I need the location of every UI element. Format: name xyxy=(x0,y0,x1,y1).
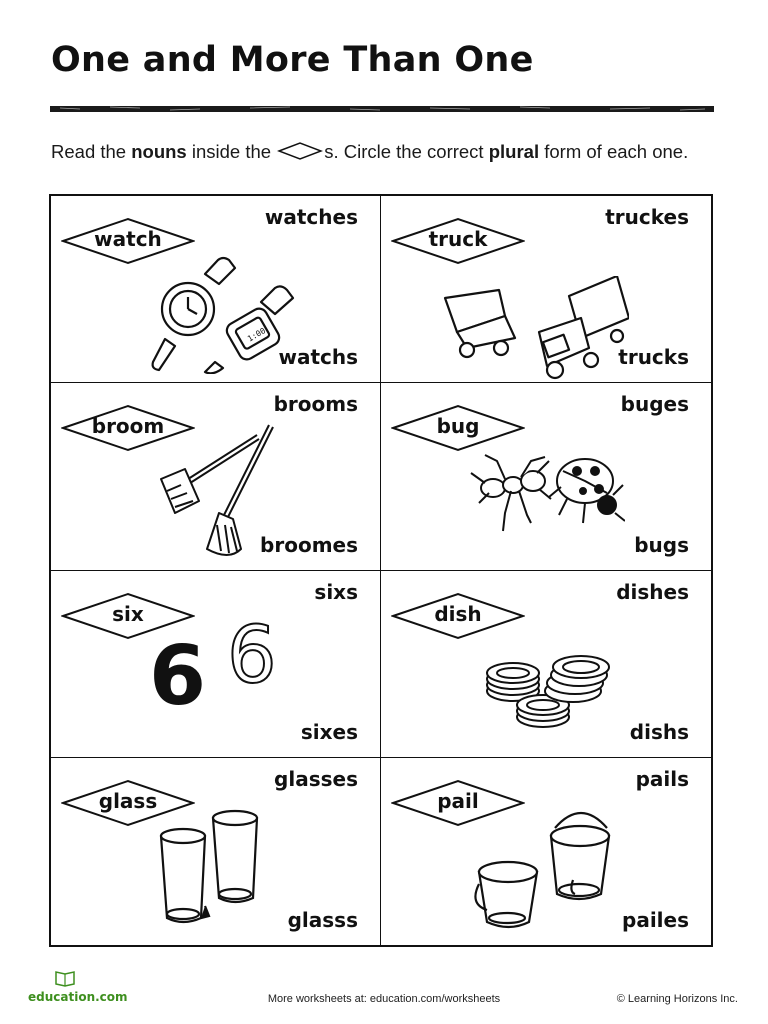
digit-six-solid: 6 xyxy=(149,628,207,724)
digit-six-outline: 6 xyxy=(227,610,277,701)
plural-choice-bottom[interactable]: dishs xyxy=(629,719,689,744)
noun-label: watch xyxy=(94,227,162,251)
plural-choice-bottom[interactable]: watchs xyxy=(278,345,358,370)
footer-worksheets-link[interactable]: More worksheets at: education.com/worksheets xyxy=(267,993,501,1005)
watch-icon xyxy=(143,244,303,374)
noun-label: dish xyxy=(434,601,482,626)
plural-choice-bottom[interactable]: sixes xyxy=(300,719,358,744)
brand-text: education.com xyxy=(28,990,128,1004)
plural-choice-top[interactable]: pails xyxy=(635,766,689,791)
footer-copyright: © Learning Horizons Inc. xyxy=(616,993,738,1005)
plural-choice-bottom[interactable]: bugs xyxy=(634,532,689,557)
item-cell-truck xyxy=(381,196,711,383)
worksheet-grid xyxy=(49,194,713,947)
item-cell-pail xyxy=(381,758,711,945)
item-cell-six xyxy=(51,571,381,758)
pail-icon xyxy=(469,802,619,932)
item-cell-bug xyxy=(381,383,711,570)
noun-label: bug xyxy=(436,414,480,439)
noun-label: broom xyxy=(91,414,165,439)
six-digits-icon xyxy=(149,610,289,739)
page-title: One and More Than One xyxy=(51,40,534,80)
diamond-icon xyxy=(277,141,323,161)
noun-label: truck xyxy=(428,227,488,251)
plural-choice-bottom[interactable]: glasss xyxy=(287,908,358,932)
item-cell-watch xyxy=(51,196,381,383)
book-icon xyxy=(54,968,76,988)
broom-icon xyxy=(151,421,281,561)
title-underline xyxy=(50,105,714,113)
glass-icon xyxy=(155,806,275,936)
item-cell-broom xyxy=(51,383,381,570)
plural-choice-top[interactable]: buges xyxy=(620,392,689,417)
noun-diamond xyxy=(391,592,525,640)
plural-choice-bottom[interactable]: broomes xyxy=(260,532,358,557)
item-cell-dish xyxy=(381,571,711,758)
noun-label: pail xyxy=(437,788,479,813)
item-cell-glass xyxy=(51,758,381,945)
instructions: Read the nouns inside the s. Circle the correct plural form of each one. xyxy=(51,141,689,162)
plural-choice-bottom[interactable]: pailes xyxy=(622,908,689,932)
plural-choice-top[interactable]: dishes xyxy=(616,579,689,604)
svg-text:1:00: 1:00 xyxy=(245,326,268,344)
bug-icon xyxy=(465,443,625,543)
plural-choice-top[interactable]: sixs xyxy=(314,579,358,604)
plural-choice-top[interactable]: glasses xyxy=(274,766,358,791)
dishes-icon xyxy=(483,647,623,737)
noun-diamond xyxy=(391,217,525,265)
noun-label: glass xyxy=(98,788,158,813)
noun-label: six xyxy=(112,601,144,626)
plural-choice-top[interactable]: watches xyxy=(264,205,358,229)
plural-choice-top[interactable]: brooms xyxy=(273,392,358,417)
truck-icon xyxy=(439,276,629,386)
plural-choice-bottom[interactable]: trucks xyxy=(618,345,689,370)
plural-choice-top[interactable]: truckes xyxy=(605,205,689,229)
